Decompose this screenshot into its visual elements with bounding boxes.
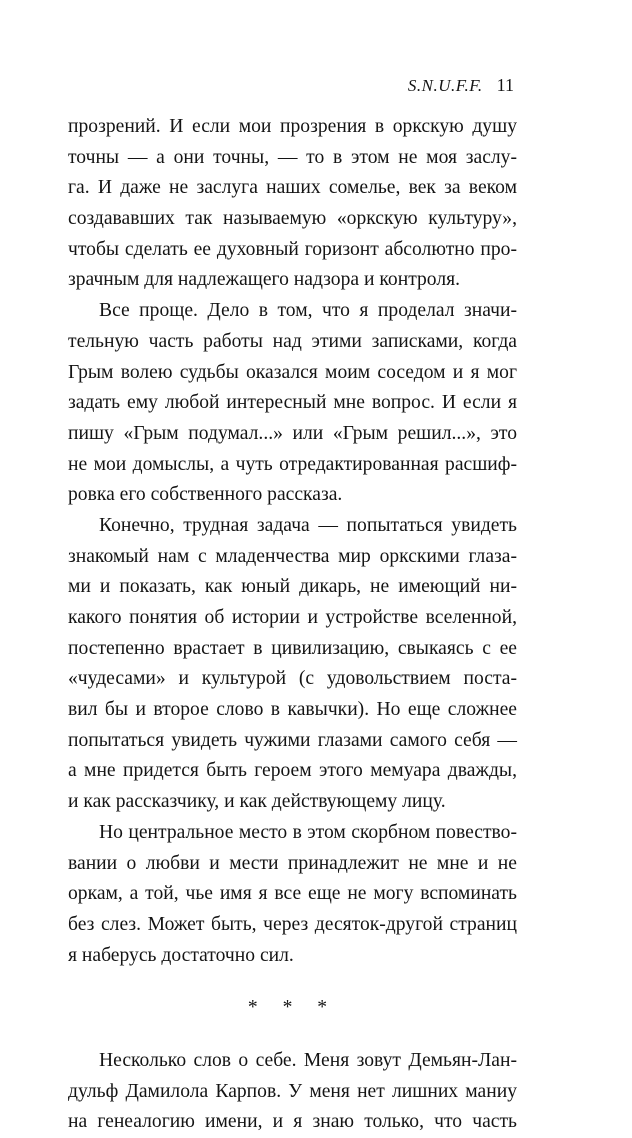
text-line: зрачным для надлежащего надзора и контроля.: [68, 269, 461, 291]
text-line: пишу «Грым подумал...» или «Грым решил...», это: [68, 422, 517, 444]
text-line: я наберусь достаточно сил.: [68, 944, 294, 966]
text-line: га. И даже не заслуга наших сомелье, век за веком: [68, 177, 517, 199]
text-line: прозрений. И если мои прозрения в оркскую душу: [68, 116, 517, 137]
text-line: Все проще. Дело в том, что я проделал значи-: [99, 300, 517, 322]
running-title: S.N.U.F.F.: [407, 76, 483, 95]
text-line: ровка его собственного рассказа.: [68, 484, 343, 506]
text-line: дульф Дамилола Карпов. У меня нет лишних маниу: [68, 1080, 517, 1102]
text-line: Несколько слов о себе. Меня зовут Демьян-Лан-: [99, 1049, 517, 1071]
text-line: «чудесами» и культурой (с удовольствием поста-: [68, 668, 517, 690]
running-header: [408, 74, 514, 97]
text-line: не мои домыслы, а чуть отредактированная расшиф-: [68, 453, 517, 475]
text-line: точны — а они точны, — то в этом не моя заслу-: [68, 146, 517, 168]
text-line: тельную часть работы над этими записками, когда: [68, 330, 517, 352]
text-line: постепенно врастает в цивилизацию, свыкаясь с ее: [68, 637, 517, 659]
text-line: на генеалогию имени, и я знаю только, что часть: [68, 1111, 517, 1133]
text-line: ми и показать, как юный дикарь, не имеющий ни-: [68, 576, 517, 598]
paragraph-2: [68, 296, 517, 511]
text-line: вании о любви и мести принадлежит не мне и не: [68, 852, 517, 874]
text-line: создававших так называемую «оркскую культуру»,: [68, 208, 517, 230]
paragraph-5: [68, 1046, 517, 1138]
paragraph-1: [68, 112, 517, 296]
text-line: знакомый нам с младенчества мир оркскими глаза-: [68, 545, 517, 567]
text-line: Грым волею судьбы оказался моим соседом и я мог: [68, 361, 517, 383]
paragraph-4: [68, 818, 517, 971]
text-line: без слез. Может быть, через десяток-другой страниц: [68, 913, 517, 935]
text-line: и как рассказчику, и как действующему лицу.: [68, 791, 446, 813]
text-line: Конечно, трудная задача — попытаться увидеть: [99, 514, 517, 536]
text-line: какого понятия об истории и устройстве вселенной,: [68, 607, 517, 628]
text-line: оркам, а той, чье имя я все еще не могу вспоминать: [68, 883, 517, 905]
text-line: чтобы сделать ее духовный горизонт абсолютно про-: [68, 238, 517, 260]
section-separator: * * *: [247, 997, 338, 1019]
text-line: попытаться увидеть чужими глазами самого себя —: [68, 729, 517, 751]
body-text: [68, 112, 517, 1138]
page-number: 11: [496, 75, 514, 95]
paragraph-3: [68, 511, 517, 818]
text-line: а мне придется быть героем этого мемуара дважды,: [68, 760, 517, 782]
text-line: Но центральное место в этом скорбном повество-: [99, 821, 517, 843]
text-line: задать ему любой интересный мне вопрос. И если я: [68, 392, 517, 414]
text-line: вил бы и второе слово в кавычки). Но еще сложнее: [68, 699, 517, 721]
